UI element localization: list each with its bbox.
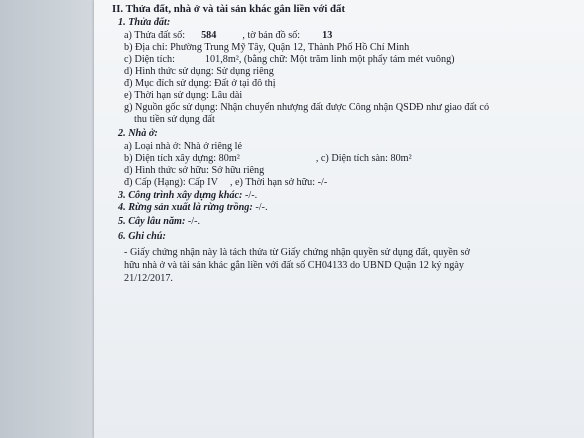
notes-line-2: hữu nhà ở và tài sản khác gắn liền với đất số CH04133 do UBND Quận 12 ký ngày <box>124 260 464 271</box>
area-value: 101,8m², (bằng chữ: Một trăm linh một phẩy tám mét vuông) <box>204 54 455 65</box>
origin-row-1: g) Nguồn gốc sử dụng: Nhận chuyển nhượng đất được Công nhận QSDĐ như giao đất có <box>124 102 490 113</box>
address-row: b) Địa chỉ: Phường Trung Mỹ Tây, Quận 12, Thành Phố Hồ Chí Minh <box>124 42 410 53</box>
section-title: II. Thửa đất, nhà ở và tài sản khác gắn liền với đất <box>112 3 346 15</box>
forest-row <box>118 202 268 214</box>
area-row <box>124 54 455 66</box>
forest-value: -/-. <box>252 202 268 213</box>
ownership-term: , e) Thời hạn sở hữu: -/- <box>229 177 328 188</box>
parcel-number-row <box>124 30 332 42</box>
perennial-heading: 5. Cây lâu năm: <box>118 216 186 227</box>
house-heading: 2. Nhà ở: <box>118 128 158 139</box>
build-area: b) Diện tích xây dựng: 80m² <box>124 153 240 164</box>
construction-value: -/-. <box>242 190 258 201</box>
map-sheet-label: , tờ bản đồ số: <box>242 30 301 41</box>
land-heading: 1. Thửa đất: <box>118 17 171 28</box>
scan-margin <box>0 0 94 438</box>
construction-heading: 3. Công trình xây dựng khác: <box>118 190 243 201</box>
use-term-row: e) Thời hạn sử dụng: Lâu dài <box>124 90 243 101</box>
build-area-row <box>124 153 412 165</box>
notes-line-1: - Giấy chứng nhận này là tách thửa từ Giấy chứng nhận quyền sử dụng đất, quyền sở <box>124 247 470 258</box>
notes-heading: 6. Ghi chú: <box>118 231 166 242</box>
perennial-value: -/-. <box>185 216 201 227</box>
use-purpose-row: đ) Mục đích sử dụng: Đất ở tại đô thị <box>124 78 276 89</box>
ownership-row: d) Hình thức sở hữu: Sở hữu riêng <box>124 165 265 176</box>
parcel-label: a) Thửa đất số: <box>124 30 186 41</box>
notes-line-3: 21/12/2017. <box>124 273 173 284</box>
floor-area: , c) Diện tích sàn: 80m² <box>315 153 412 164</box>
use-form-row: d) Hình thức sử dụng: Sử dụng riêng <box>124 66 274 77</box>
grade-row <box>124 177 327 189</box>
house-type-row: a) Loại nhà ở: Nhà ở riêng lẻ <box>124 141 242 152</box>
map-sheet-number: 13 <box>322 30 333 41</box>
area-label: c) Diện tích: <box>124 54 175 65</box>
perennial-row <box>118 216 200 228</box>
origin-row-2: thu tiền sử dụng đất <box>134 114 215 125</box>
parcel-number: 584 <box>201 30 217 41</box>
house-grade: đ) Cấp (Hạng): Cấp IV <box>124 177 218 188</box>
forest-heading: 4. Rừng sản xuất là rừng trồng: <box>118 202 253 213</box>
document-page <box>94 0 584 438</box>
construction-row <box>118 190 257 202</box>
